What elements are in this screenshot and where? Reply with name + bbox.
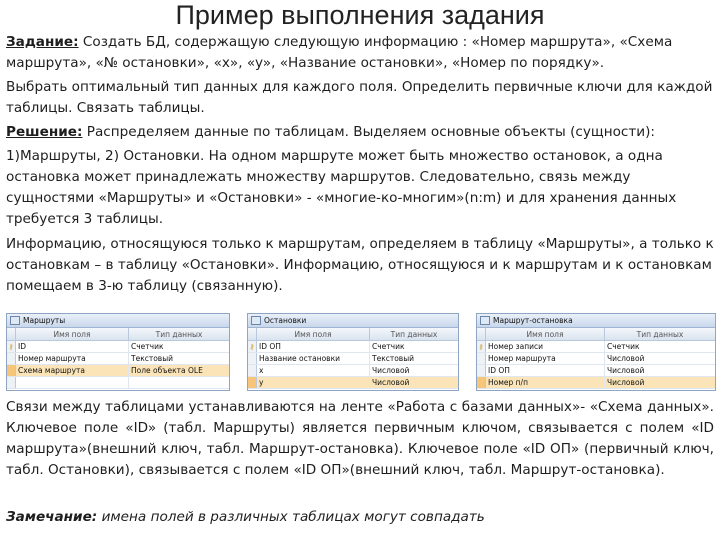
solution-paragraph-3: Информацию, относящуюся только к маршрутам, определяем в таблицу «Маршруты», а только к остановкам – в таблицу «Остановки». Информацию, относящуюся и к маршрутам и к остановкам помещаем в 3-ю таблицу (связанную). (6, 236, 714, 294)
task-paragraph (6, 32, 714, 74)
table-row[interactable]: Название остановки Текстовый (248, 353, 458, 365)
table-row[interactable]: Схема маршрута Поле объекта OLE (7, 365, 229, 377)
table-tab (477, 314, 715, 328)
table-route-stop-screenshot (476, 313, 716, 391)
task-label: Задание: (6, 34, 79, 50)
table-icon (10, 316, 20, 325)
solution-text: Распределяем данные по таблицам. Выделяем основные объекты (сущности): (82, 124, 656, 140)
header-field-name: Имя поля (257, 328, 370, 340)
header-field-name: Имя поля (16, 328, 129, 340)
primary-key-icon: ⚷ (478, 342, 484, 351)
table-header (7, 328, 229, 341)
table-row[interactable]: Номер п/п Числовой (477, 377, 715, 389)
header-data-type: Тип данных (390, 329, 438, 339)
note-label: Замечание: (6, 509, 98, 525)
table-row[interactable]: ID ОП Числовой (477, 365, 715, 377)
table-routes-screenshot (6, 313, 230, 391)
table-row[interactable]: ⚷ ID ОП Счетчик (248, 341, 458, 353)
header-field-name: Имя поля (486, 328, 605, 340)
table-header (248, 328, 458, 341)
task-text: Создать БД, содержащую следующую информацию : «Номер маршрута», «Схема маршрута», «№ остановки», «x», «y», «Название остановки», «Номер по порядку». (6, 34, 673, 71)
table-stops-screenshot (247, 313, 459, 391)
table-tab (7, 314, 229, 328)
table-row[interactable]: ⚷ Номер записи Счетчик (477, 341, 715, 353)
solution-paragraph-2: 1)Маршруты, 2) Остановки. На одном маршруте может быть множество остановок, а одна остановка может принадлежать множеству маршрутов. Следовательно, связь между сущностями «Маршруты» и «Остановки» - «многие-ко-многим»(n:m) и для хранения данных требуется 3 таблицы. (6, 148, 677, 227)
table-row[interactable] (7, 377, 229, 389)
note-text: имена полей в различных таблицах могут совпадать (97, 509, 485, 525)
table-header (477, 328, 715, 341)
table-tab (248, 314, 458, 328)
note-paragraph (6, 507, 714, 528)
table-icon (480, 316, 490, 325)
header-data-type: Тип данных (155, 329, 203, 339)
solution-paragraph (6, 122, 714, 143)
task-paragraph-2: Выбрать оптимальный тип данных для каждого поля. Определить первичные ключи для каждой таблицы. Связать таблицы. (6, 79, 713, 116)
table-row[interactable]: y Числовой (248, 377, 458, 389)
solution-label: Решение: (6, 124, 83, 140)
header-data-type: Тип данных (636, 329, 684, 339)
table-row[interactable]: ⚷ ID Счетчик (7, 341, 229, 353)
primary-key-icon: ⚷ (8, 342, 14, 351)
table-tab-label: Остановки (264, 316, 307, 325)
table-tab-label: Маршрут-остановка (493, 316, 573, 325)
table-row[interactable]: Номер маршрута Текстовый (7, 353, 229, 365)
slide-title: Пример выполнения задания (175, 0, 545, 30)
links-paragraph: Связи между таблицами устанавливаются на ленте «Работа с базами данных»- «Схема данных». Ключевое поле «ID» (табл. Маршруты) является первичным ключом, связывается с полем «ID маршрута»(внешний ключ, табл. Маршрут-остановка). Ключевое поле «ID ОП» (первичный ключ, табл. Остановки), связывается с полем «ID ОП»(внешний ключ, табл. Маршрут-остановка). (6, 399, 714, 478)
primary-key-icon: ⚷ (249, 342, 255, 351)
table-tab-label: Маршруты (23, 316, 66, 325)
table-row[interactable]: x Числовой (248, 365, 458, 377)
table-row[interactable]: Номер маршрута Числовой (477, 353, 715, 365)
table-icon (251, 316, 261, 325)
